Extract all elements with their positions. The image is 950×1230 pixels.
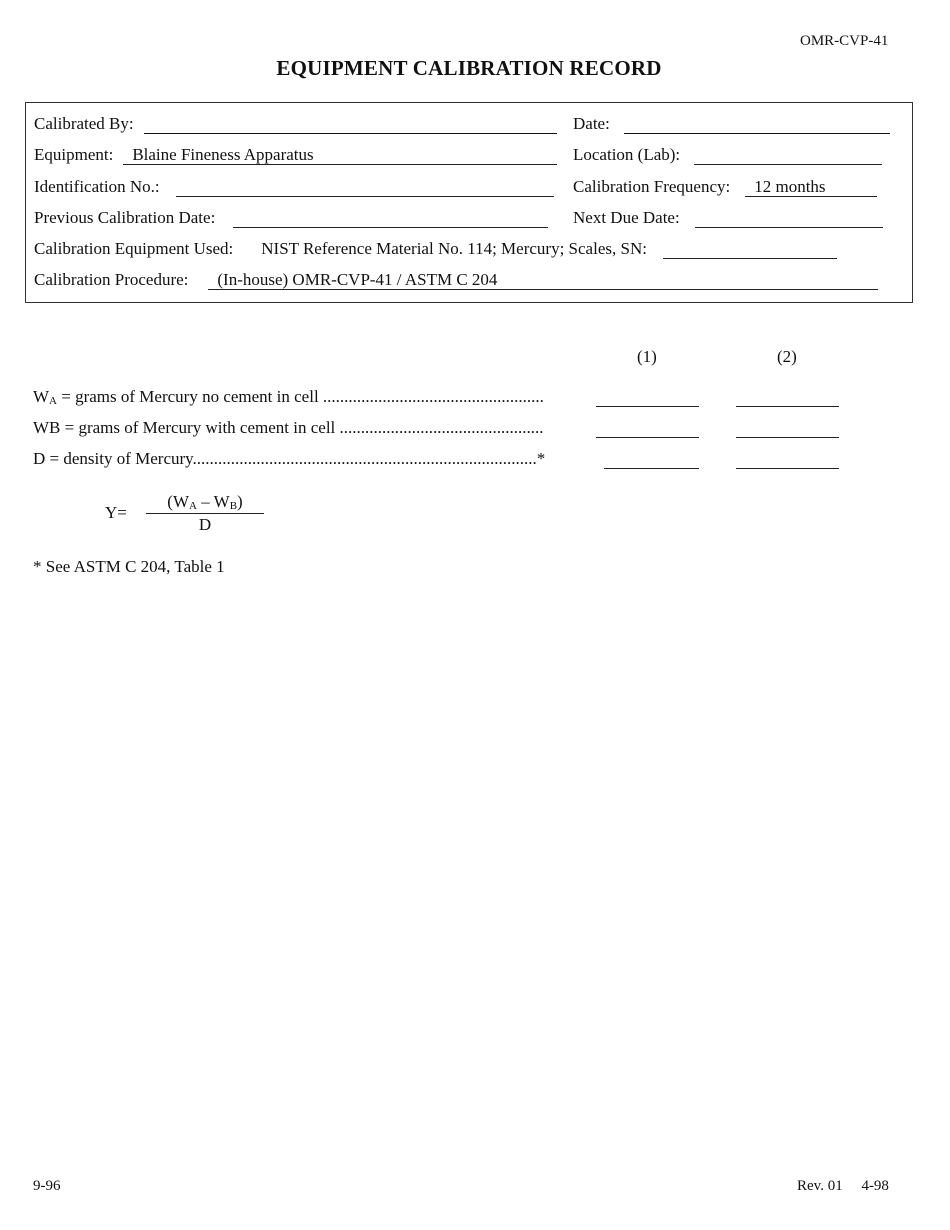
equipment-used-label: Calibration Equipment Used:: [34, 239, 234, 258]
equipment-label: Equipment:: [34, 145, 114, 164]
calibrated-by-field[interactable]: [144, 114, 557, 134]
footnote: * See ASTM C 204, Table 1: [33, 557, 225, 576]
date-label: Date:: [573, 114, 610, 133]
calibrated-by-label: Calibrated By:: [34, 114, 134, 133]
procedure-field[interactable]: (In-house) OMR-CVP-41 / ASTM C 204: [208, 270, 878, 290]
wa-subscript: A: [49, 395, 57, 407]
d-value-2-field[interactable]: [736, 467, 839, 469]
footer-right: Rev. 01 4-98: [797, 1178, 889, 1194]
next-due-field[interactable]: [695, 208, 883, 228]
identification-field[interactable]: [176, 177, 554, 197]
formula-numerator: [146, 492, 264, 514]
next-due-row: [573, 208, 883, 228]
footer-left: 9-96: [33, 1178, 61, 1194]
column-1-header: (1): [637, 347, 657, 366]
formula-denominator: D: [198, 515, 212, 534]
previous-date-field[interactable]: [233, 208, 548, 228]
wb-value-2-field[interactable]: [736, 436, 839, 438]
calibrated-by-row: [34, 114, 557, 134]
equipment-row: [34, 145, 557, 165]
next-due-label: Next Due Date:: [573, 208, 680, 227]
calibration-info-box: [25, 102, 913, 303]
formula-sub-a: A: [189, 500, 197, 512]
frequency-row: [573, 177, 877, 197]
previous-date-label: Previous Calibration Date:: [34, 208, 216, 227]
previous-date-row: [34, 208, 548, 228]
wb-description: WB = grams of Mercury with cement in cell ................................................: [33, 418, 544, 437]
procedure-row: [34, 270, 878, 290]
d-value-1-field[interactable]: [604, 467, 699, 469]
equipment-used-row: [34, 239, 837, 259]
d-description: D = density of Mercury.................................................................................*: [33, 449, 546, 468]
identification-row: [34, 177, 554, 197]
location-label: Location (Lab):: [573, 145, 681, 164]
wb-value-1-field[interactable]: [596, 436, 699, 438]
formula-lhs: Y=: [105, 503, 127, 522]
frequency-field[interactable]: 12 months: [745, 177, 877, 197]
wa-value-1-field[interactable]: [596, 405, 699, 407]
date-row: [573, 114, 890, 134]
formula-sub-b: B: [229, 500, 238, 512]
equipment-used-value: NIST Reference Material No. 114; Mercury; Scales, SN:: [261, 239, 647, 258]
identification-label: Identification No.:: [34, 177, 160, 196]
wa-line: [33, 387, 544, 407]
formula-num-close: ): [237, 492, 243, 511]
equipment-field[interactable]: Blaine Fineness Apparatus: [123, 145, 557, 165]
date-field[interactable]: [624, 114, 890, 134]
wa-value-2-field[interactable]: [736, 405, 839, 407]
wa-description: = grams of Mercury no cement in cell ....................................................: [57, 387, 544, 406]
page-title: EQUIPMENT CALIBRATION RECORD: [276, 56, 662, 80]
formula-minus: – W: [196, 492, 230, 511]
document-id: OMR-CVP-41: [800, 33, 889, 49]
formula-num-open: (W: [167, 492, 189, 511]
serial-number-field[interactable]: [663, 239, 837, 259]
wa-symbol: W: [33, 387, 50, 406]
frequency-label: Calibration Frequency:: [573, 177, 731, 196]
column-2-header: (2): [777, 347, 797, 366]
location-row: [573, 145, 882, 165]
procedure-label: Calibration Procedure:: [34, 270, 189, 289]
location-field[interactable]: [694, 145, 882, 165]
